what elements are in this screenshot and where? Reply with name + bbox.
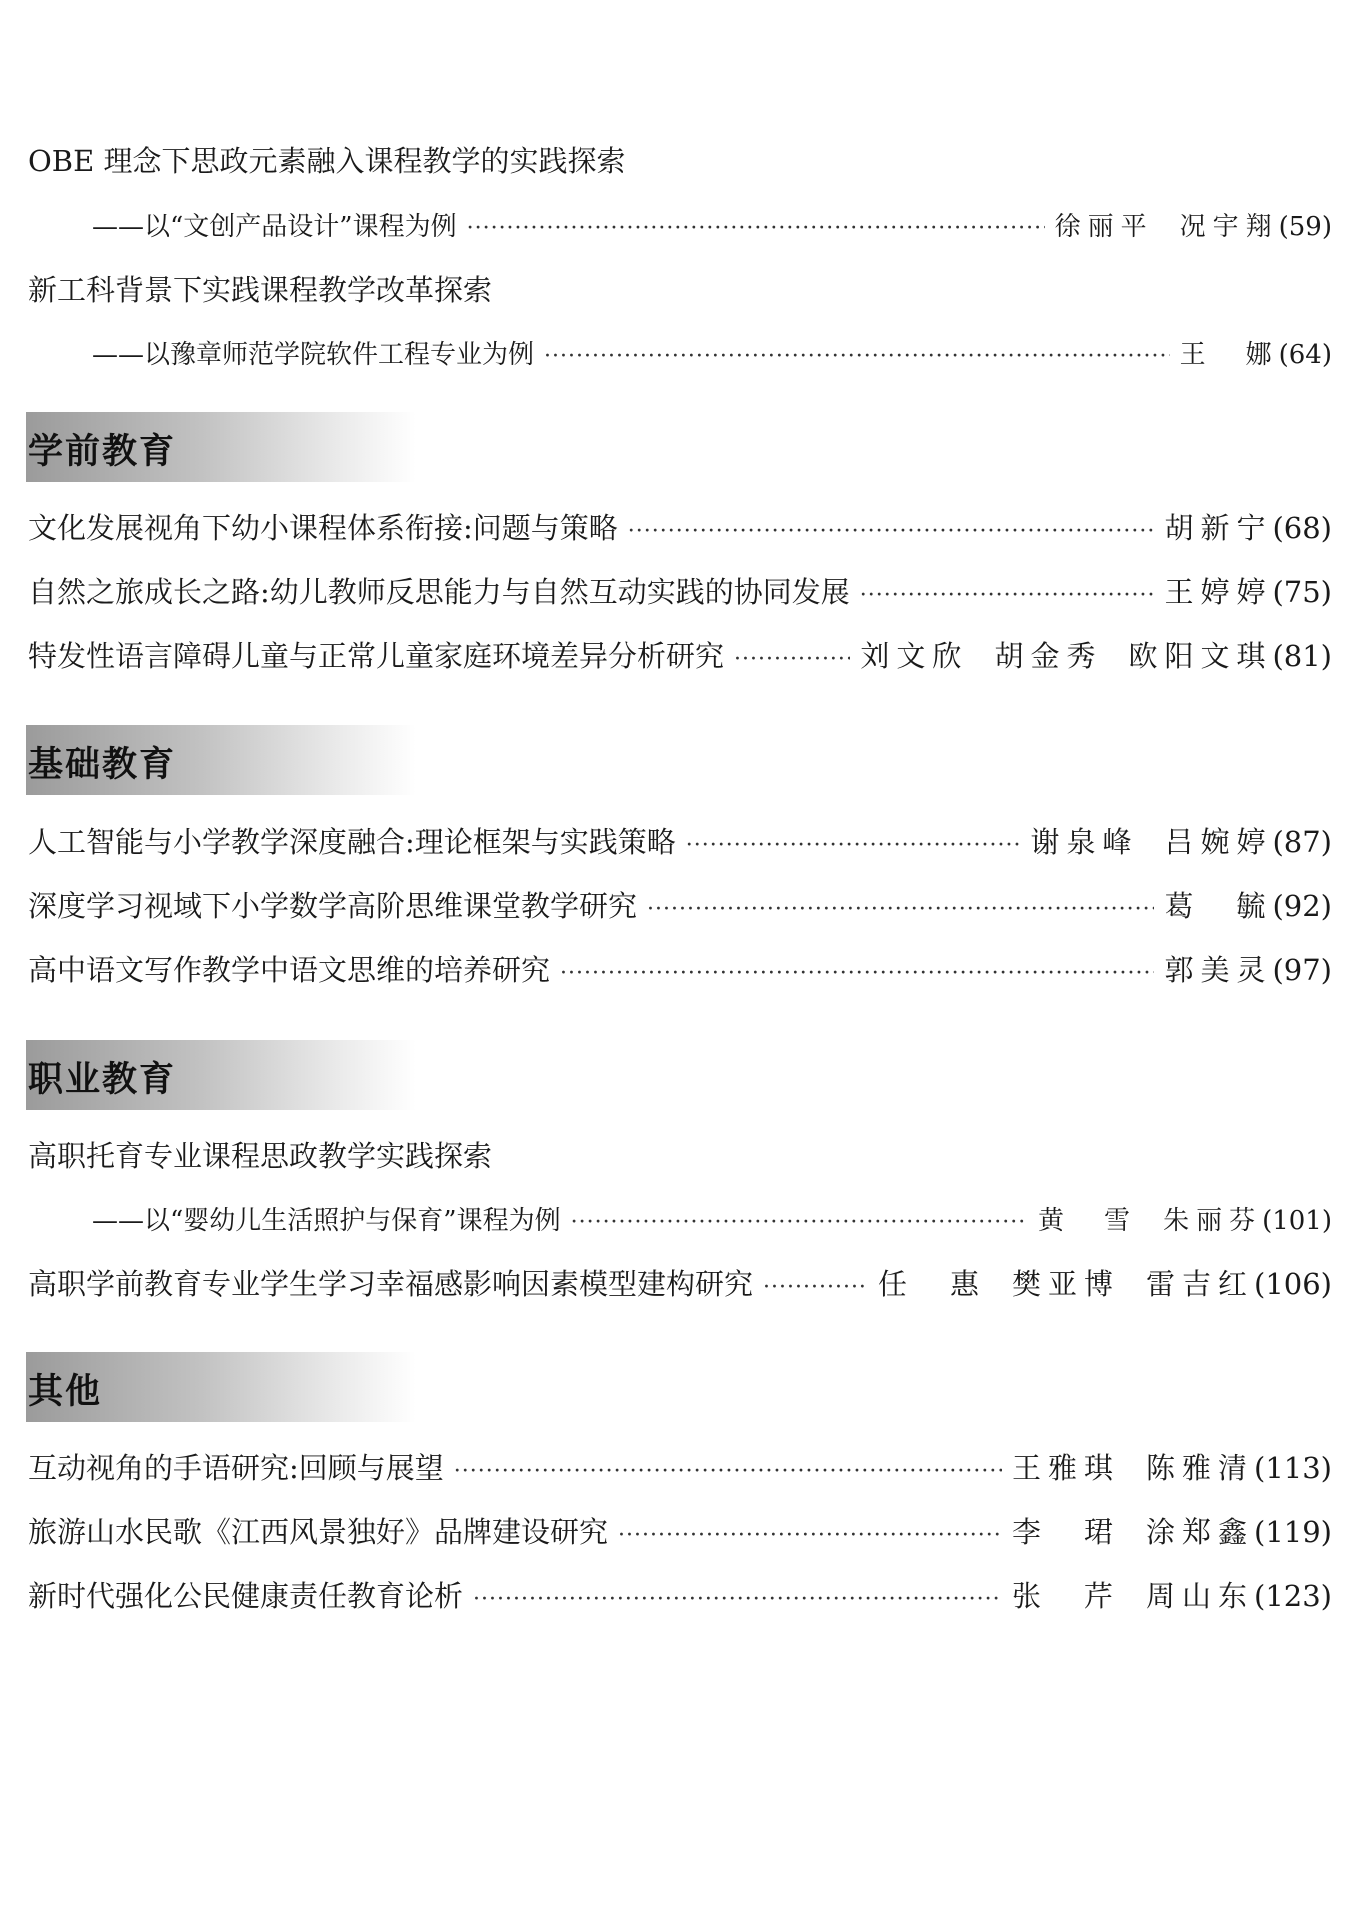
toc-entry[interactable] — [28, 1262, 1332, 1303]
entry-title: 自然之旅成长之路:幼儿教师反思能力与自然互动实践的协同发展 — [28, 575, 850, 609]
section-heading-preschool — [26, 412, 416, 482]
section-heading-label: 基础教育 — [28, 745, 177, 785]
author: 李 珺 — [1011, 1515, 1120, 1549]
page-number: (123) — [1254, 1579, 1332, 1613]
page-number: (68) — [1272, 511, 1332, 545]
page-number: (64) — [1278, 340, 1332, 370]
entry-title: 文化发展视角下幼小课程体系衔接:问题与策略 — [28, 511, 618, 545]
toc-entry[interactable] — [28, 820, 1332, 861]
toc-entry[interactable] — [28, 506, 1332, 547]
author: 王雅琪 — [1011, 1451, 1120, 1485]
author: 况宇翔 — [1179, 212, 1279, 242]
author: 陈雅清 — [1146, 1451, 1255, 1485]
toc-entry[interactable] — [28, 884, 1332, 925]
page-number: (97) — [1272, 953, 1332, 987]
leader-dots — [763, 1275, 868, 1300]
leader-dots — [544, 344, 1170, 369]
page-number: (81) — [1272, 639, 1332, 673]
author: 雷吉红 — [1146, 1267, 1255, 1301]
author: 涂郑鑫 — [1146, 1515, 1255, 1549]
author: 葛 毓 — [1164, 889, 1273, 923]
toc-entry-subtitle[interactable] — [92, 1200, 1332, 1237]
entry-subtitle: ——以豫章师范学院软件工程专业为例 — [92, 340, 535, 370]
author: 胡新宁 — [1164, 511, 1273, 545]
entry-title: 互动视角的手语研究:回顾与展望 — [28, 1451, 444, 1485]
author: 徐丽平 — [1054, 212, 1154, 242]
author: 王 娜 — [1179, 340, 1279, 370]
page-number: (113) — [1254, 1451, 1332, 1485]
toc-entry-title[interactable] — [28, 1134, 1332, 1175]
leader-dots — [560, 961, 1154, 986]
author: 胡金秀 — [994, 639, 1103, 673]
entry-title: 特发性语言障碍儿童与正常儿童家庭环境差异分析研究 — [28, 639, 725, 673]
leader-dots — [734, 647, 850, 672]
author: 郭美灵 — [1164, 953, 1273, 987]
entry-subtitle: ——以“婴幼儿生活照护与保育”课程为例 — [92, 1206, 561, 1236]
author: 朱丽芬 — [1163, 1206, 1263, 1236]
entry-subtitle: ——以“文创产品设计”课程为例 — [92, 212, 457, 242]
leader-dots — [618, 1523, 1002, 1548]
entry-title: 旅游山水民歌《江西风景独好》品牌建设研究 — [28, 1515, 609, 1549]
leader-dots — [467, 216, 1045, 241]
author: 刘文欣 — [860, 639, 969, 673]
toc-entry[interactable] — [28, 634, 1332, 675]
leader-dots — [686, 833, 1021, 858]
leader-dots — [860, 583, 1155, 608]
leader-dots — [454, 1459, 1002, 1484]
section-heading-label: 职业教育 — [28, 1060, 177, 1100]
toc-entry-title[interactable] — [28, 139, 1332, 180]
leader-dots — [571, 1210, 1028, 1235]
toc-entry-title[interactable] — [28, 268, 1332, 309]
page-number: (59) — [1278, 212, 1332, 242]
section-heading-label: 其他 — [28, 1372, 103, 1412]
author: 王婷婷 — [1164, 575, 1273, 609]
page-number: (75) — [1272, 575, 1332, 609]
leader-dots — [628, 519, 1155, 544]
author: 周山东 — [1146, 1579, 1255, 1613]
section-heading-vocational — [26, 1040, 416, 1110]
section-heading-other — [26, 1352, 416, 1422]
toc-entry[interactable] — [28, 1446, 1332, 1487]
page-number: (106) — [1254, 1267, 1332, 1301]
toc-entry-subtitle[interactable] — [92, 206, 1332, 243]
author: 谢泉峰 — [1030, 825, 1139, 859]
page-number: (119) — [1254, 1515, 1332, 1549]
entry-title: 新时代强化公民健康责任教育论析 — [28, 1579, 464, 1613]
entry-title: 深度学习视域下小学数学高阶思维课堂教学研究 — [28, 889, 638, 923]
section-heading-basic — [26, 725, 416, 795]
entry-title: 新工科背景下实践课程教学改革探索 — [28, 273, 493, 307]
page-number: (92) — [1272, 889, 1332, 923]
author: 欧阳文琪 — [1128, 639, 1273, 673]
page-number: (101) — [1262, 1206, 1332, 1236]
entry-title: 高职学前教育专业学生学习幸福感影响因素模型建构研究 — [28, 1267, 754, 1301]
toc-entry-subtitle[interactable] — [92, 334, 1332, 371]
entry-title: 高中语文写作教学中语文思维的培养研究 — [28, 953, 551, 987]
toc-entry[interactable] — [28, 1574, 1332, 1615]
toc-entry[interactable] — [28, 1510, 1332, 1551]
entry-title: 人工智能与小学教学深度融合:理论框架与实践策略 — [28, 825, 676, 859]
author: 吕婉婷 — [1164, 825, 1273, 859]
toc-entry[interactable] — [28, 948, 1332, 989]
entry-title: 高职托育专业课程思政教学实践探索 — [28, 1139, 493, 1173]
section-heading-label: 学前教育 — [28, 432, 177, 472]
leader-dots — [473, 1587, 1002, 1612]
leader-dots — [647, 897, 1154, 922]
author: 樊亚博 — [1011, 1267, 1120, 1301]
author: 任 惠 — [877, 1267, 986, 1301]
entry-title: OBE 理念下思政元素融入课程教学的实践探索 — [28, 144, 626, 178]
author: 张 芹 — [1011, 1579, 1120, 1613]
toc-entry[interactable] — [28, 570, 1332, 611]
page-number: (87) — [1272, 825, 1332, 859]
author: 黄 雪 — [1038, 1206, 1138, 1236]
